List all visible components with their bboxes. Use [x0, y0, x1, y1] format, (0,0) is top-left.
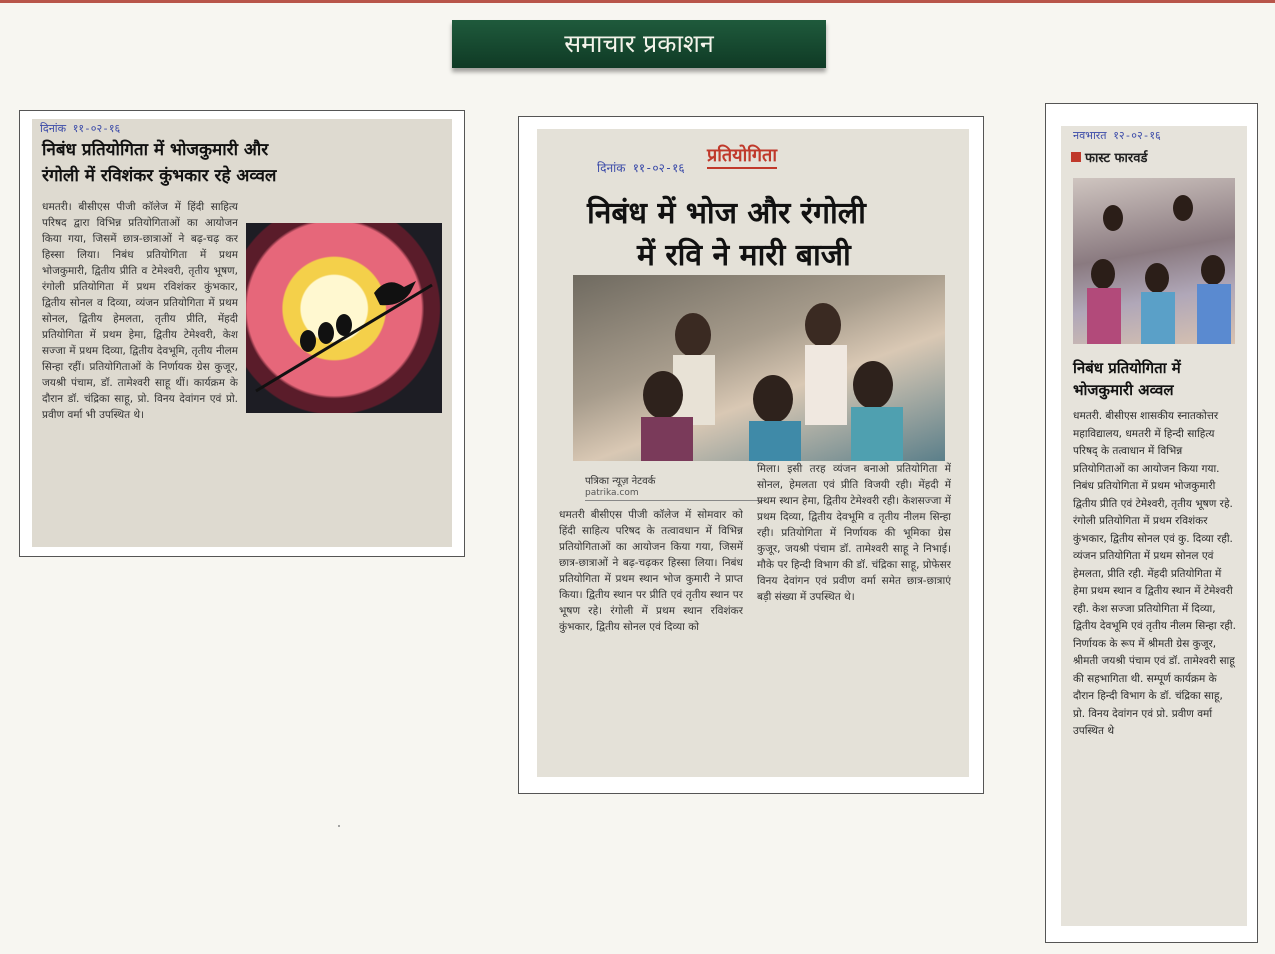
clipping-2-date-note: दिनांक ११-०२-१६: [597, 161, 685, 175]
clipping-1-body: धमतरी। बीसीएस पीजी कॉलेज में हिंदी साहित्य परिषद द्वारा विभिन्न प्रतियोगिताओं का आयोजन किया गया, जिसमें छात्र-छात्राओं ने बढ़-चढ़ कर हिस्सा लिया। निबंध प्रतियोगिता में प्रथम भोजकुमारी, द्वितीय प्रीति व टेमेश्वरी, तृतीय भूषण, रंगोली प्रतियोगिता में प्रथम रविशंकर कुंभकार, द्वितीय सोनल व दिव्या, व्यंजन प्रतियोगिता में प्रथम सोनल, द्वितीय हेमलता, तृतीय प्रीति, मेंहदी प्रतियोगिता में प्रथम हेमा, द्वितीय टेमेश्वरी, केश सज्जा में प्रथम दिव्या, द्वितीय देवभूमि, तृतीय नीलम सिन्हा रहीं। प्रतियोगिताओं के निर्णायक ग्रेस कुजूर, जयश्री पंचाम, डॉ. तामेश्वरी साहू थीं। कार्यक्रम के दौरान डॉ. चंद्रिका साहू, प्रो. विनय देवांगन एवं प्रो. प्रवीण वर्मा भी उपस्थित थे।: [42, 201, 238, 421]
news-clipping-1: [19, 110, 465, 557]
clipping-2-headline-line-1: निबंध में भोज और रंगोली: [587, 196, 866, 231]
clipping-3-headline-line-2: भोजकुमारी अव्वल: [1073, 381, 1174, 399]
clipping-2-byline-site: patrika.com: [585, 488, 639, 498]
top-accent-line: [0, 0, 1275, 3]
clipping-2-byline: [585, 473, 765, 501]
clipping-3-date-note: नवभारत १२-०२-१६: [1073, 129, 1161, 142]
page-title: समाचार प्रकाशन: [564, 29, 714, 58]
clipping-3-headline-line-1: निबंध प्रतियोगिता में: [1073, 359, 1181, 377]
clipping-2-headline-line-2: में रवि ने मारी बाजी: [637, 238, 851, 273]
clipping-3-section-text: फास्ट फारवर्ड: [1085, 151, 1148, 166]
clipping-2-byline-name: पत्रिका न्यूज़ नेटवर्क: [585, 476, 656, 487]
clipping-2-paper: [537, 129, 969, 777]
students-silhouettes-small: [1073, 178, 1235, 344]
clipping-1-rangoli-image: [246, 223, 442, 413]
clipping-1-headline-line-2: रंगोली में रविशंकर कुंभकार रहे अव्वल: [42, 166, 277, 186]
clipping-3-paper: [1061, 126, 1247, 926]
section-marker-icon: [1071, 152, 1081, 162]
clipping-3-section-label: [1071, 148, 1147, 166]
clipping-2-column-1: धमतरी बीसीएस पीजी कॉलेज में सोमवार को हिंदी साहित्य परिषद के तत्वावधान में विभिन्न प्रतियोगिताओं का आयोजन किया गया, जिसमें छात्र-छात्राओं ने बढ़-चढ़कर हिस्सा लिया। निबंध प्रतियोगिता में प्रथम स्थान भोज कुमारी ने प्राप्त किया। द्वितीय स्थान पर प्रीति एवं तृतीय स्थान पर भूषण रहे। रंगोली में प्रथम स्थान रविशंकर कुंभकार, द्वितीय सोनल एवं दिव्या को: [559, 509, 743, 633]
students-silhouettes: [573, 275, 945, 461]
clipping-1-paper: [32, 119, 452, 547]
clipping-3-body: धमतरी. बीसीएस शासकीय स्नातकोत्तर महाविद्यालय, धमतरी में हिन्दी साहित्य परिषद् के तत्वाधान में विभिन्न प्रतियोगिताओं का आयोजन किया गया. निबंध प्रतियोगिता में प्रथम भोजकुमारी द्वितीय प्रीति एवं टेमेश्वरी, तृतीय भूषण रहे. रंगोली प्रतियोगिता में प्रथम रविशंकर कुंभकार, द्वितीय सोनल एवं कु. दिव्या रही. व्यंजन प्रतियोगिता में प्रथम सोनल एवं हेमलता, प्रीति रही. मेंहदी प्रतियोगिता में हेमा प्रथम स्थान व द्वितीय स्थान में टेमेश्वरी रही. केश सज्जा प्रतियोगिता में दिव्या, द्वितीय देवभूमि एवं तृतीय नीलम सिन्हा रही. निर्णायक के रूप में श्रीमती ग्रेस कुजूर, श्रीमती जयश्री पंचाम एवं डॉ. तामेश्वरी साहू की सहभागिता थी. सम्पूर्ण कार्यक्रम के दौरान हिन्दी विभाग के डॉ. चंद्रिका साहू, प्रो. विनय देवांगन एवं प्रो. प्रवीण वर्मा उपस्थित थे: [1073, 410, 1236, 737]
news-clipping-3: [1045, 103, 1258, 943]
clipping-3-students-photo: [1073, 178, 1235, 344]
news-clipping-2: [518, 116, 984, 794]
clipping-2-students-photo: [573, 275, 945, 461]
clipping-2-column-2: मिला। इसी तरह व्यंजन बनाओ प्रतियोगिता में सोनल, हेमलता एवं प्रीति विजयी रही। मेंहदी में प्रथम स्थान हेमा, द्वितीय टेमेश्वरी रही। केशसज्जा में प्रथम दिव्या, द्वितीय देवभूमि व तृतीय नीलम सिन्हा रही। प्रतियोगिता में निर्णायक की भूमिका ग्रेस कुजूर, जयश्री पंचाम डॉ. तामेश्वरी साहू ने निभाई। मौके पर हिन्दी विभाग की डॉ. चंद्रिका साहू, प्रोफेसर विनय देवांगन एवं प्रवीण वर्मा समेत छात्र-छात्राएं बड़ी संख्या में उपस्थित थे।: [757, 463, 951, 603]
page-title-banner: [452, 20, 826, 68]
clipping-2-section-label: प्रतियोगिता: [707, 143, 777, 169]
clipping-1-headline-line-1: निबंध प्रतियोगिता में भोजकुमारी और: [42, 140, 269, 160]
birds-on-branch-drawing: [246, 223, 442, 413]
clipping-1-date-note: दिनांक ११-०२-१६: [40, 122, 121, 135]
stray-mark: [338, 825, 340, 827]
